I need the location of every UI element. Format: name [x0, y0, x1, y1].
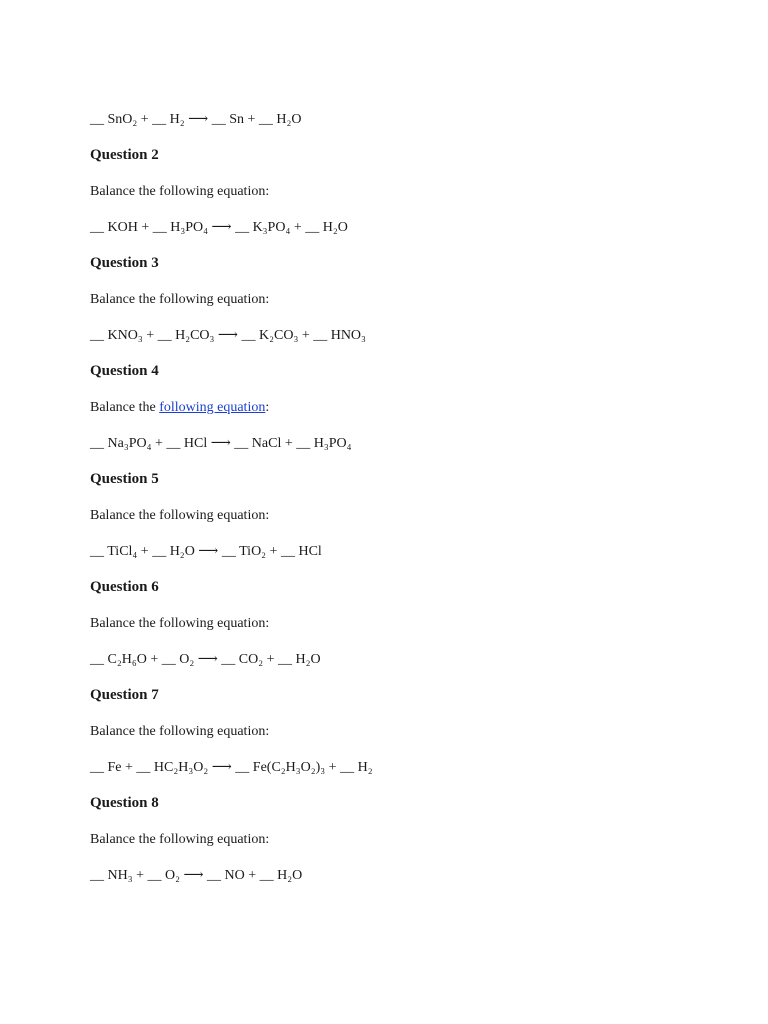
question-2-equation: __ KOH + __ H₃PO₄ ⟶ __ K₃PO₄ + __ H₂O	[90, 220, 348, 235]
question-3-prompt: Balance the following equation:	[90, 292, 270, 307]
question-4-prompt-start: Balance the	[90, 400, 160, 415]
question-2-prompt: Balance the following equation:	[90, 184, 270, 199]
question-7-prompt: Balance the following equation:	[90, 724, 270, 739]
question-7-equation: __ Fe + __ HC₂H₃O₂ ⟶ __ Fe(C₂H₃O₂)₃ + __ H₂	[90, 760, 373, 775]
question-2-title: Question 2	[90, 147, 159, 163]
question-3-equation: __ KNO₃ + __ H₂CO₃ ⟶ __ K₂CO₃ + __ HNO₃	[90, 328, 366, 343]
question-4-equation: __ Na₃PO₄ + __ HCl ⟶ __ NaCl + __ H₃PO₄	[90, 436, 352, 451]
question-3-title: Question 3	[90, 255, 159, 271]
question-8-title: Question 8	[90, 795, 159, 811]
intro-equation: __ SnO₂ + __ H₂ ⟶ __ Sn + __ H₂O	[90, 112, 302, 127]
question-7-title: Question 7	[90, 687, 159, 703]
question-5-prompt: Balance the following equation:	[90, 508, 270, 523]
question-4-title: Question 4	[90, 363, 159, 379]
following-equation-link[interactable]: following equation	[159, 400, 266, 415]
question-5-equation: __ TiCl₄ + __ H₂O ⟶ __ TiO₂ + __ HCl	[90, 544, 322, 559]
question-8-equation: __ NH₃ + __ O₂ ⟶ __ NO + __ H₂O	[90, 868, 303, 883]
question-6-equation: __ C₂H₆O + __ O₂ ⟶ __ CO₂ + __ H₂O	[90, 652, 321, 667]
question-6-title: Question 6	[90, 579, 159, 595]
question-4-prompt	[90, 398, 710, 418]
question-8-prompt: Balance the following equation:	[90, 832, 270, 847]
question-4-prompt-end: :	[265, 400, 270, 415]
question-5-title: Question 5	[90, 471, 159, 487]
question-6-prompt: Balance the following equation:	[90, 616, 270, 631]
document-content	[90, 110, 710, 901]
